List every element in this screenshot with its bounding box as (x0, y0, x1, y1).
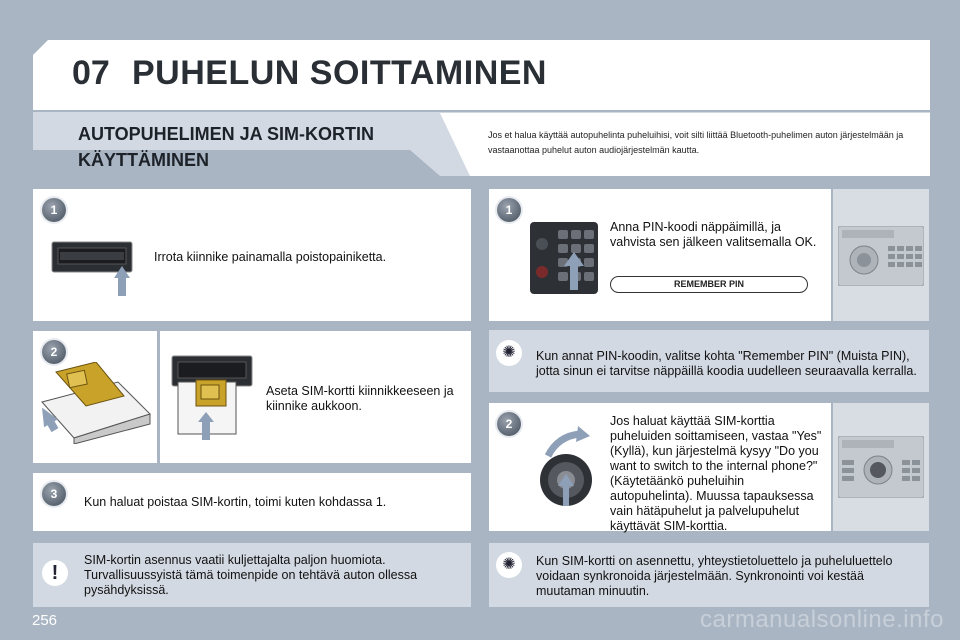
right-step2-text: Jos haluat käyttää SIM-korttia puheluiden soittamiseen, vastaa "Yes" (Kyllä), kun järjestelmä kysyy "Do you want to switch to the internal phone?" (Käytetäänkö puheluihin autopuhelinta). Muussa tapauksessa vain hätäpuhelut ja palvelupuhelut käyttävät SIM-korttia. (610, 414, 822, 533)
sim-holder-slot-image (50, 238, 140, 300)
left-step3-text: Kun haluat poistaa SIM-kortin, toimi kuten kohdassa 1. (84, 495, 387, 509)
tip2-text: Kun SIM-kortti on asennettu, yhteystietoluettelo ja puheluluettelo voidaan synkronoida järjestelmään. Synkronointi voi kestää muutaman minuutin. (536, 554, 893, 598)
left-step1-text: Irrota kiinnike painamalla poistopainiketta. (154, 250, 387, 264)
right-step1-text: Anna PIN-koodi näppäimillä, ja vahvista sen jälkeen valitsemalla OK. (610, 220, 817, 249)
sim-card-tray-image (38, 362, 156, 444)
page-title: PUHELUN SOITTAMINEN (132, 54, 547, 92)
intro-text: Jos et halua käyttää autopuhelinta puheluihisi, voit silti liittää Bluetooth-puhelimen auton järjestelmään ja vastaanottaa puhelut auton audiojärjestelmän kautta. (488, 130, 904, 155)
audio-unit-image (838, 226, 924, 286)
left-step2-text: Aseta SIM-kortti kiinnikkeeseen ja kiinnike aukkoon. (266, 384, 454, 413)
lightbulb-icon: ✺ (496, 340, 522, 366)
right-step2-badge: 2 (497, 412, 521, 436)
section-title-line1: AUTOPUHELIMEN JA SIM-KORTIN (78, 124, 375, 144)
warning-text: SIM-kortin asennus vaatii kuljettajalta paljon huomiota. Turvallisuussyistä tämä toimenpide on tehtävä auton ollessa pysähdyksissä. (84, 553, 418, 597)
warning-icon: ! (42, 560, 68, 586)
section-title (78, 121, 374, 173)
left-step2-badge: 2 (42, 340, 66, 364)
rotary-knob-image (528, 424, 608, 512)
keypad-image (530, 222, 598, 294)
section-title-line2: KÄYTTÄMINEN (78, 150, 209, 170)
sim-insert-image (170, 352, 260, 444)
left-step1-badge: 1 (42, 198, 66, 222)
remember-pin-button[interactable]: REMEMBER PIN (610, 276, 808, 293)
watermark: carmanualsonline.info (700, 606, 944, 633)
page-number: 256 (32, 612, 58, 629)
audio-unit-image-2 (838, 436, 924, 498)
tip1-text: Kun annat PIN-koodin, valitse kohta "Remember PIN" (Muista PIN), jotta sinun ei tarvitse näppäillä koodia uudelleen seuraavalla kerralla. (536, 349, 917, 378)
lightbulb-icon-2: ✺ (496, 552, 522, 578)
right-step1-badge: 1 (497, 198, 521, 222)
left-step3-badge: 3 (42, 482, 66, 506)
chapter-number: 07 (72, 54, 110, 92)
